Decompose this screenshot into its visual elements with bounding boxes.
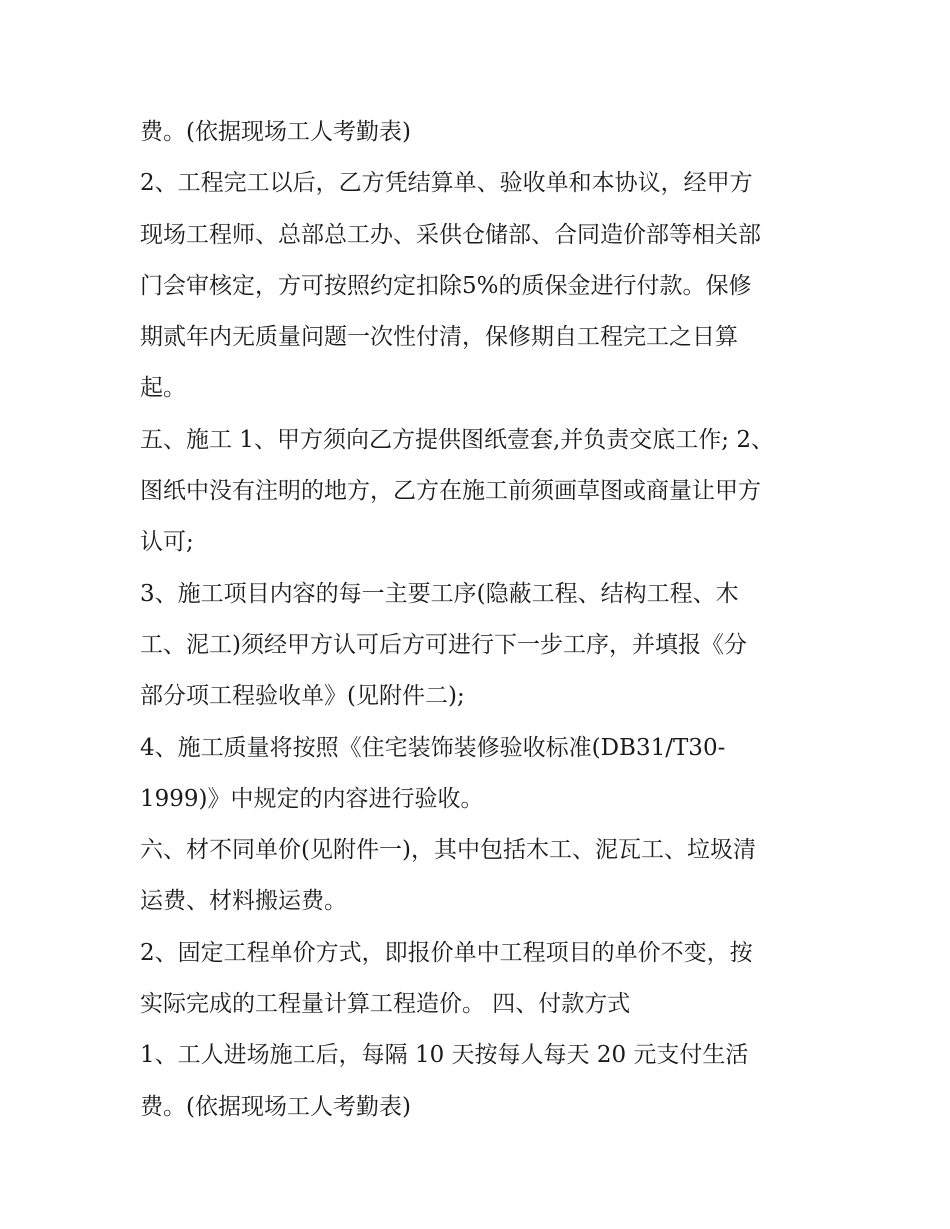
text-line: 现场工程师、总部总工办、采供仓储部、合同造价部等相关部 — [140, 221, 761, 248]
text-line: 费。(依据现场工人考勤表) — [140, 1093, 411, 1120]
text-line: 五、施工 1、甲方须向乙方提供图纸壹套,并负责交底工作; 2、 — [140, 426, 774, 453]
text-line: 门会审核定，方可按照约定扣除5%的质保金进行付款。保修 — [140, 272, 752, 299]
text-line: 4、施工质量将按照《住宅装饰装修验收标准(DB31/T30- — [140, 734, 726, 761]
text-line: 2、工程完工以后，乙方凭结算单、验收单和本协议，经甲方 — [140, 170, 753, 197]
text-line: 实际完成的工程量计算工程造价。 四、付款方式 — [140, 991, 631, 1018]
text-line: 六、材不同单价(见附件一)，其中包括木工、泥瓦工、垃圾清 — [140, 837, 756, 864]
text-line: 部分项工程验收单》(见附件二); — [140, 683, 465, 710]
text-line: 费。(依据现场工人考勤表) — [140, 119, 411, 145]
text-line: 起。 — [140, 375, 186, 402]
text-line: 3、施工项目内容的每一主要工序(隐蔽工程、结构工程、木 — [140, 580, 739, 607]
text-line: 运费、材料搬运费。 — [140, 888, 347, 915]
text-line: 2、固定工程单价方式，即报价单中工程项目的单价不变，按 — [140, 939, 753, 966]
text-line: 工、泥工)须经甲方认可后方可进行下一步工序，并填报《分 — [140, 631, 747, 658]
text-line: 图纸中没有注明的地方，乙方在施工前须画草图或商量让甲方 — [140, 478, 761, 505]
text-line: 1、工人进场施工后，每隔 10 天按每人每天 20 元支付生活 — [140, 1042, 749, 1069]
text-line: 认可; — [140, 529, 194, 556]
text-line: 期贰年内无质量问题一次性付清，保修期自工程完工之日算 — [140, 324, 738, 351]
text-line: 1999)》中规定的内容进行验收。 — [140, 785, 484, 812]
document-body — [140, 107, 820, 1133]
